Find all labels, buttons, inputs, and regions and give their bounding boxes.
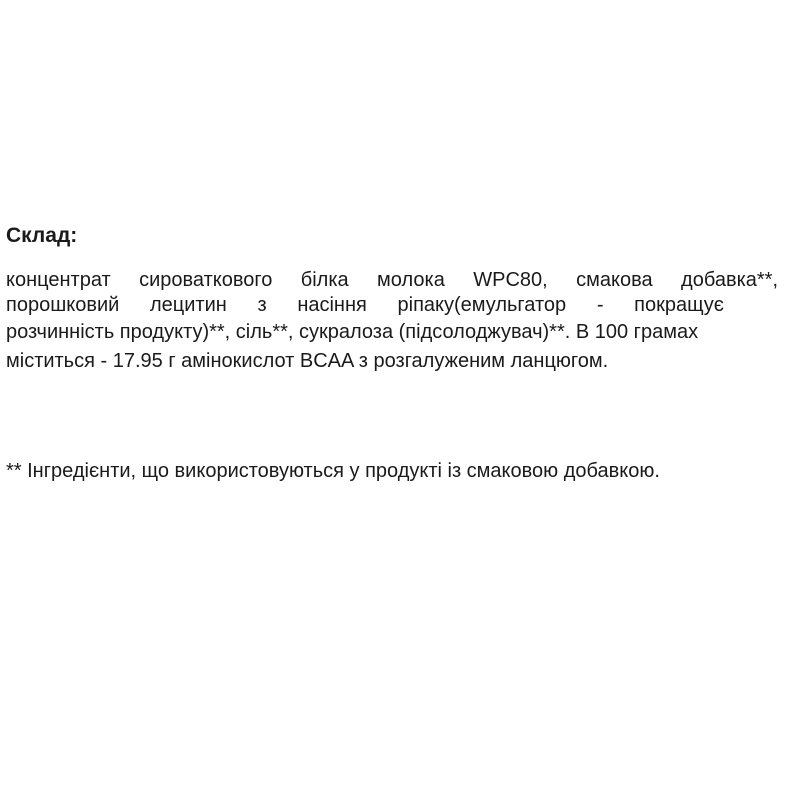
composition-text: [6, 268, 796, 376]
composition-line: концентрат сироваткового білка молока WPC80, смакова добавка**,: [6, 269, 778, 291]
composition-line: порошковий лецитин з насіння ріпаку(емульгатор - покращує: [6, 294, 724, 316]
composition-heading: Склад:: [6, 224, 78, 247]
footnote: ** Інгредієнти, що використовуються у продукті із смаковою добавкою.: [6, 460, 660, 482]
composition-line: міститься - 17.95 г амінокислот BCAA з розгалуженим ланцюгом.: [6, 350, 609, 372]
composition-line: розчинність продукту)**, сіль**, сукралоза (підсолоджувач)**. В 100 грамах: [6, 321, 699, 343]
